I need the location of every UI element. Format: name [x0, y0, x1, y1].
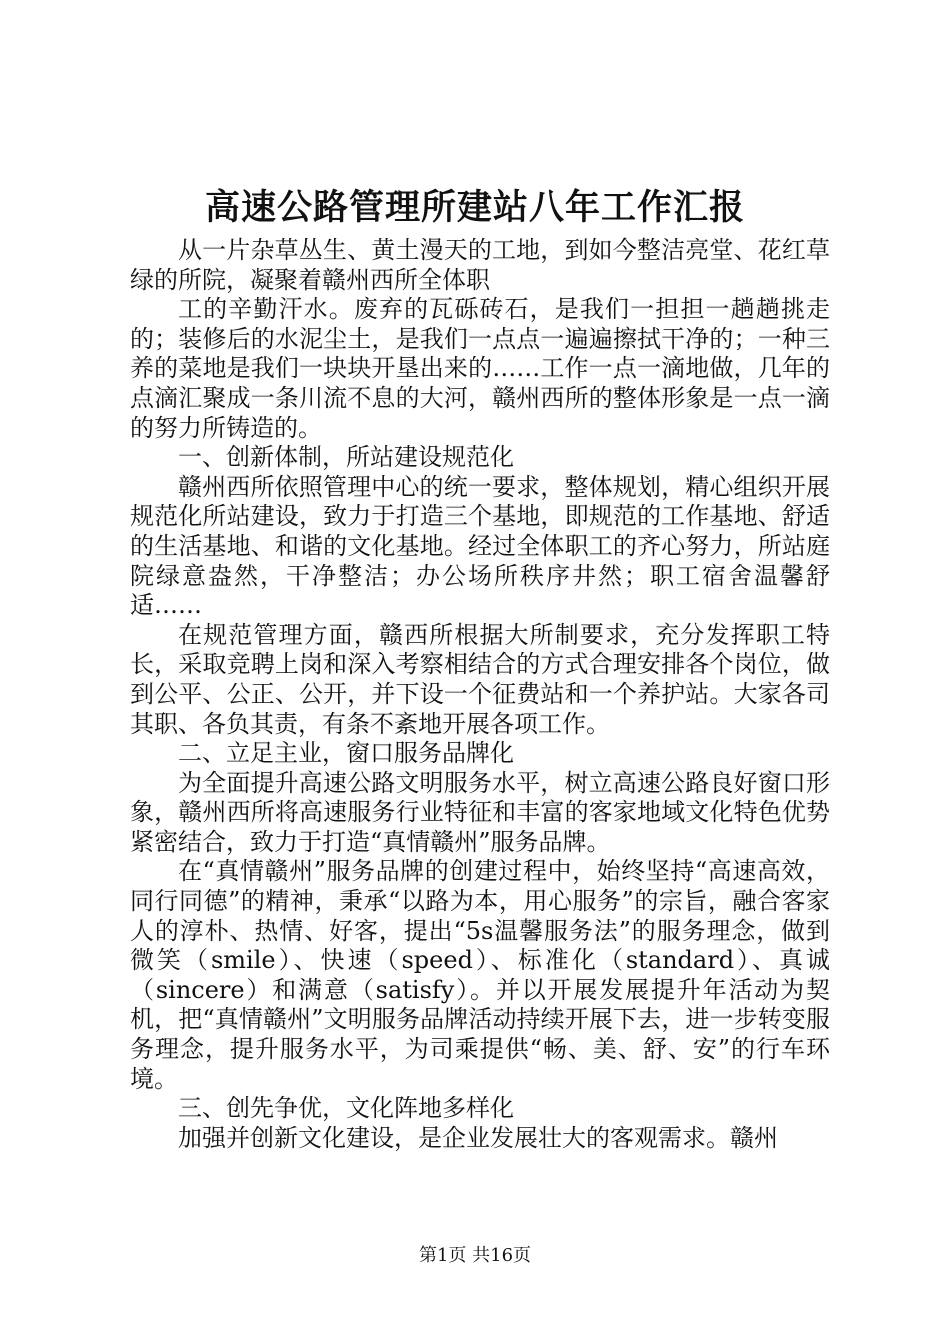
paragraph: 从一片杂草丛生、黄土漫天的工地，到如今整洁亮堂、花红草绿的所院，凝聚着赣州西所全体职 — [130, 236, 830, 294]
section-heading: 二、立足主业，窗口服务品牌化 — [178, 739, 514, 768]
page-number-footer: 第1页 共16页 — [418, 1245, 532, 1266]
section-heading: 三、创先争优，文化阵地多样化 — [178, 1094, 514, 1123]
document-title: 高速公路管理所建站八年工作汇报 — [204, 187, 745, 228]
document-body — [130, 236, 830, 1153]
paragraph: 工的辛勤汗水。废弃的瓦砾砖石，是我们一担担一趟趟挑走的；装修后的水泥尘土，是我们一点点一遍遍擦拭干净的；一种三养的菜地是我们一块块开垦出来的……工作一点一滴地做，几年的点滴汇聚成一条川流不息的大河，赣州西所的整体形象是一点一滴的努力所铸造的。 — [130, 295, 830, 442]
section-heading: 一、创新体制，所站建设规范化 — [178, 443, 514, 472]
paragraph: 赣州西所依照管理中心的统一要求，整体规划，精心组织开展规范化所站建设，致力于打造三个基地，即规范的工作基地、舒适的生活基地、和谐的文化基地。经过全体职工的齐心努力，所站庭院绿意盎然，干净整洁；办公场所秩序井然；职工宿舍温馨舒适…… — [130, 472, 830, 620]
paragraph: 为全面提升高速公路文明服务水平，树立高速公路良好窗口形象，赣州西所将高速服务行业特征和丰富的客家地域文化特色优势紧密结合，致力于打造“真情赣州”服务品牌。 — [130, 768, 830, 856]
paragraph: 加强并创新文化建设，是企业发展壮大的客观需求。赣州 — [178, 1123, 778, 1152]
paragraph: 在“真情赣州”服务品牌的创建过程中，始终坚持“高速高效，同行同德”的精神，秉承“以路为本，用心服务”的宗旨，融合客家人的淳朴、热情、好客，提出“5s温馨服务法”的服务理念，做到微笑（smile）、快速（speed）、标准化（standard）、真诚（sincere）和满意（satisfy）。并以开展发展提升年活动为契机，把“真情赣州”文明服务品牌活动持续开展下去，进一步转变服务理念，提升服务水平，为司乘提供“畅、美、舒、安”的行车环境。 — [130, 857, 830, 1093]
paragraph: 在规范管理方面，赣西所根据大所制要求，充分发挥职工特长，采取竞聘上岗和深入考察相结合的方式合理安排各个岗位，做到公平、公正、公开，并下设一个征费站和一个养护站。大家各司其职、各负其责，有条不紊地开展各项工作。 — [130, 620, 830, 738]
